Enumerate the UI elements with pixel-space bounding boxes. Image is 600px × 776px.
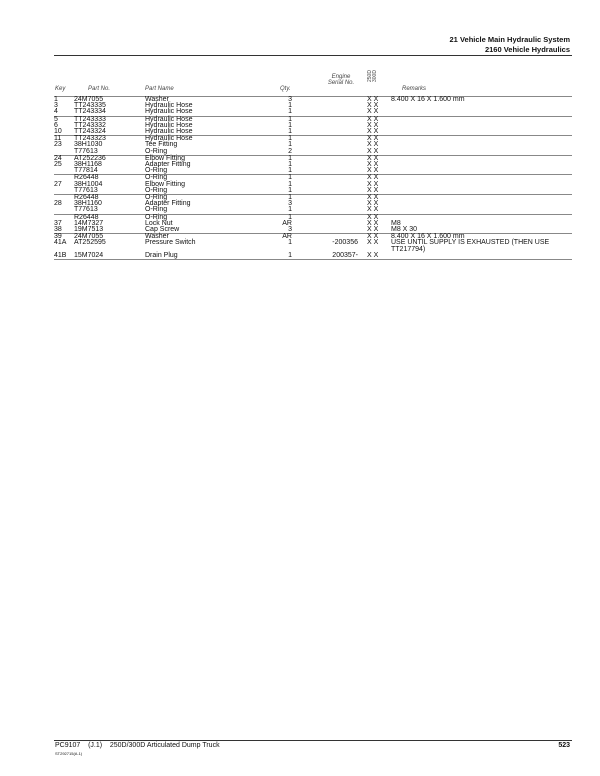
serial-range (292, 188, 358, 195)
col-serial-line2: Serial No. (327, 80, 355, 86)
part-number: TT243334 (74, 108, 106, 116)
part-group (54, 116, 572, 136)
model-applicability: X X (367, 108, 379, 116)
page-header (450, 35, 570, 54)
section-title: 21 Vehicle Main Hydraulic System (449, 35, 570, 44)
key-cell: 28 (54, 200, 62, 208)
table-row (54, 253, 572, 260)
table-row (54, 109, 572, 116)
part-name: O-Ring (145, 194, 168, 202)
quantity: 3 (288, 226, 292, 234)
model-applicability: X X (367, 180, 379, 188)
serial-range (292, 129, 358, 136)
part-group (54, 214, 572, 234)
quantity: 1 (288, 102, 292, 110)
key-cell: 37 (54, 219, 62, 227)
part-name: O-Ring (145, 167, 168, 175)
part-number: T77613 (74, 206, 98, 214)
part-name: Cap Screw (145, 226, 180, 234)
quantity: AR (282, 219, 292, 227)
table-row (54, 149, 572, 156)
quantity: 2 (288, 147, 292, 155)
quantity: 1 (288, 154, 292, 162)
serial-range (292, 214, 358, 221)
footer-info (55, 742, 220, 749)
part-name: O-Ring (145, 206, 168, 214)
model-applicability: X X (367, 206, 379, 214)
part-number: T77613 (74, 186, 98, 194)
quantity: 1 (288, 108, 292, 116)
quantity: 3 (288, 96, 292, 103)
header-rule (54, 55, 572, 56)
quantity: 1 (288, 174, 292, 182)
serial-range (292, 195, 358, 202)
model-applicability: X X (367, 251, 379, 259)
table-row (54, 207, 572, 214)
col-key: Key (55, 86, 66, 92)
serial-range (292, 136, 358, 143)
part-name: Hydraulic Hose (145, 108, 193, 116)
remarks (391, 214, 572, 221)
part-name: Tee Fitting (145, 141, 178, 149)
key-cell: 39 (54, 233, 62, 241)
key-cell (54, 168, 74, 175)
quantity: 1 (288, 239, 292, 247)
col-part-no: Part No. (88, 86, 111, 92)
serial-range (292, 109, 358, 116)
model-applicability: X X (367, 102, 379, 110)
remarks (391, 136, 572, 143)
model-applicability: X X (367, 121, 379, 129)
model-applicability: X X (367, 154, 379, 162)
part-number: T77613 (74, 147, 98, 155)
part-number: AT252236 (74, 154, 106, 162)
col-remarks: Remarks (402, 86, 427, 92)
key-cell: 25 (54, 161, 62, 169)
quantity: 1 (288, 251, 292, 259)
quantity: 1 (288, 128, 292, 136)
remarks (391, 207, 572, 214)
part-number: T77814 (74, 167, 98, 175)
table-row (54, 168, 572, 175)
part-name: Hydraulic Hose (145, 128, 193, 136)
table-row (54, 129, 572, 136)
part-group (54, 175, 572, 195)
table-row (54, 188, 572, 195)
table-row (54, 227, 572, 234)
key-cell: 38 (54, 226, 62, 234)
remarks (391, 188, 572, 195)
part-number: TT243333 (74, 115, 106, 123)
part-name: Adapter Fitting (145, 161, 191, 169)
model-applicability: X X (367, 167, 379, 175)
part-name: Hydraulic Hose (145, 135, 193, 143)
model-applicability: X X (367, 135, 379, 143)
footer-rule (54, 740, 572, 741)
col-serial-line1: Engine (331, 74, 351, 80)
remarks (391, 109, 572, 116)
table-row (54, 97, 572, 104)
key-cell: 5 (54, 115, 58, 123)
quantity: 1 (288, 194, 292, 202)
part-number: TT243324 (74, 128, 106, 136)
model-applicability: X X (367, 239, 379, 247)
part-number: 38H1030 (74, 141, 103, 149)
part-name: Elbow Fitting (145, 154, 186, 162)
part-name: Adapter Fitting (145, 200, 191, 208)
quantity: AR (282, 233, 292, 241)
model-applicability: X X (367, 174, 379, 182)
model-applicability: X X (367, 226, 379, 234)
part-name: Lock Nut (145, 219, 173, 227)
part-number: 14M7327 (74, 219, 104, 227)
key-cell: 4 (54, 108, 58, 116)
model-applicability: X X (367, 147, 379, 155)
key-cell: 6 (54, 121, 58, 129)
table-row (54, 136, 572, 143)
subsection-title: 2160 Vehicle Hydraulics (484, 44, 570, 54)
remarks (391, 175, 572, 182)
part-name: O-Ring (145, 213, 168, 221)
model-applicability: X X (367, 233, 379, 241)
remarks (391, 149, 572, 156)
part-group (54, 155, 572, 175)
remarks: USE UNTIL SUPPLY IS EXHAUSTED (THEN USE TT217794) (391, 239, 550, 253)
part-name: O-Ring (145, 174, 168, 182)
col-model-250d: 250D (367, 70, 373, 82)
model-applicability: X X (367, 194, 379, 202)
quantity: 1 (288, 115, 292, 123)
part-group (54, 234, 572, 260)
doc-code: ST292715(A.1) (55, 751, 83, 756)
model-applicability: X X (367, 161, 379, 169)
part-number: TT243323 (74, 135, 106, 143)
serial-range (292, 207, 358, 214)
key-cell (54, 207, 74, 214)
quantity: 1 (288, 161, 292, 169)
part-number: R26448 (74, 194, 99, 202)
part-name: Pressure Switch (145, 239, 196, 247)
table-row (54, 240, 572, 252)
page-number: 523 (558, 742, 570, 749)
quantity: 1 (288, 141, 292, 149)
remarks (391, 168, 572, 175)
key-cell: 41A (54, 239, 67, 247)
quantity: 1 (288, 167, 292, 175)
table-row (54, 175, 572, 182)
remarks (391, 195, 572, 202)
part-group (54, 195, 572, 215)
key-cell: 27 (54, 180, 62, 188)
serial-range (292, 149, 358, 156)
serial-range (292, 116, 358, 123)
quantity: 1 (288, 213, 292, 221)
col-part-name: Part Name (145, 86, 174, 92)
part-number: 38H1004 (74, 180, 103, 188)
serial-range (292, 168, 358, 175)
remarks: M8 X 30 (391, 226, 418, 234)
quantity: 3 (288, 200, 292, 208)
part-group (54, 136, 572, 156)
model-applicability: X X (367, 128, 379, 136)
parts-table (54, 96, 572, 260)
quantity: 1 (288, 186, 292, 194)
quantity: 1 (288, 180, 292, 188)
serial-range (292, 175, 358, 182)
table-row (54, 116, 572, 123)
model-applicability: X X (367, 115, 379, 123)
part-name: O-Ring (145, 186, 168, 194)
part-number: 24M7055 (74, 96, 104, 103)
remarks: M8 (391, 219, 401, 227)
model-applicability: X X (367, 141, 379, 149)
key-cell (54, 188, 74, 195)
key-cell: 23 (54, 141, 62, 149)
serial-range: 200357- (332, 251, 358, 259)
table-row (54, 155, 572, 162)
serial-range (292, 155, 358, 162)
quantity: 1 (288, 206, 292, 214)
serial-range (292, 97, 358, 104)
model-applicability: X X (367, 213, 379, 221)
model-applicability: X X (367, 219, 379, 227)
part-name: Hydraulic Hose (145, 102, 193, 110)
serial-range: -200356 (332, 239, 358, 247)
table-row (54, 195, 572, 202)
doc-revision: (J.1) (88, 742, 103, 749)
remarks (391, 253, 572, 260)
part-number: 15M7024 (74, 251, 104, 259)
quantity: 1 (288, 135, 292, 143)
key-cell: 10 (54, 128, 62, 136)
part-name: Drain Plug (145, 251, 178, 259)
key-cell: 11 (54, 135, 62, 143)
remarks: 8.400 X 16 X 1.600 mm (391, 96, 465, 103)
part-number: R26448 (74, 174, 99, 182)
part-name: Hydraulic Hose (145, 115, 193, 123)
col-qty: Qty. (280, 86, 291, 92)
key-cell: 1 (54, 96, 58, 103)
model-applicability: X X (367, 96, 379, 103)
serial-range (292, 227, 358, 234)
model-applicability: X X (367, 186, 379, 194)
part-group (54, 97, 572, 117)
part-name: Washer (145, 96, 169, 103)
part-number: 38H1168 (74, 161, 102, 169)
table-row (54, 214, 572, 221)
column-headers (54, 62, 572, 96)
part-number: R26448 (74, 213, 99, 221)
remarks (391, 116, 572, 123)
col-serial (325, 74, 357, 86)
part-number: 38H1160 (74, 200, 102, 208)
doc-number: PC9107 (55, 742, 81, 749)
doc-title: 250D/300D Articulated Dump Truck (109, 742, 220, 749)
key-cell: 3 (54, 102, 58, 110)
part-name: Hydraulic Hose (145, 121, 193, 129)
key-cell: 41B (54, 251, 67, 259)
remarks (391, 155, 572, 162)
remarks: 8.400 X 16 X 1.600 mm (391, 233, 465, 241)
quantity: 1 (288, 121, 292, 129)
part-name: Washer (145, 233, 169, 241)
part-number: TT243335 (74, 102, 106, 110)
part-number: TT243332 (74, 121, 106, 129)
col-model-300d: 300D (372, 70, 378, 82)
model-applicability: X X (367, 200, 379, 208)
part-number: AT252595 (74, 239, 106, 247)
remarks (391, 129, 572, 136)
part-number: 24M7055 (74, 233, 104, 241)
part-name: O-Ring (145, 147, 168, 155)
key-cell: 24 (54, 154, 62, 162)
part-number: 19M7513 (74, 226, 104, 234)
part-name: Elbow Fitting (145, 180, 186, 188)
